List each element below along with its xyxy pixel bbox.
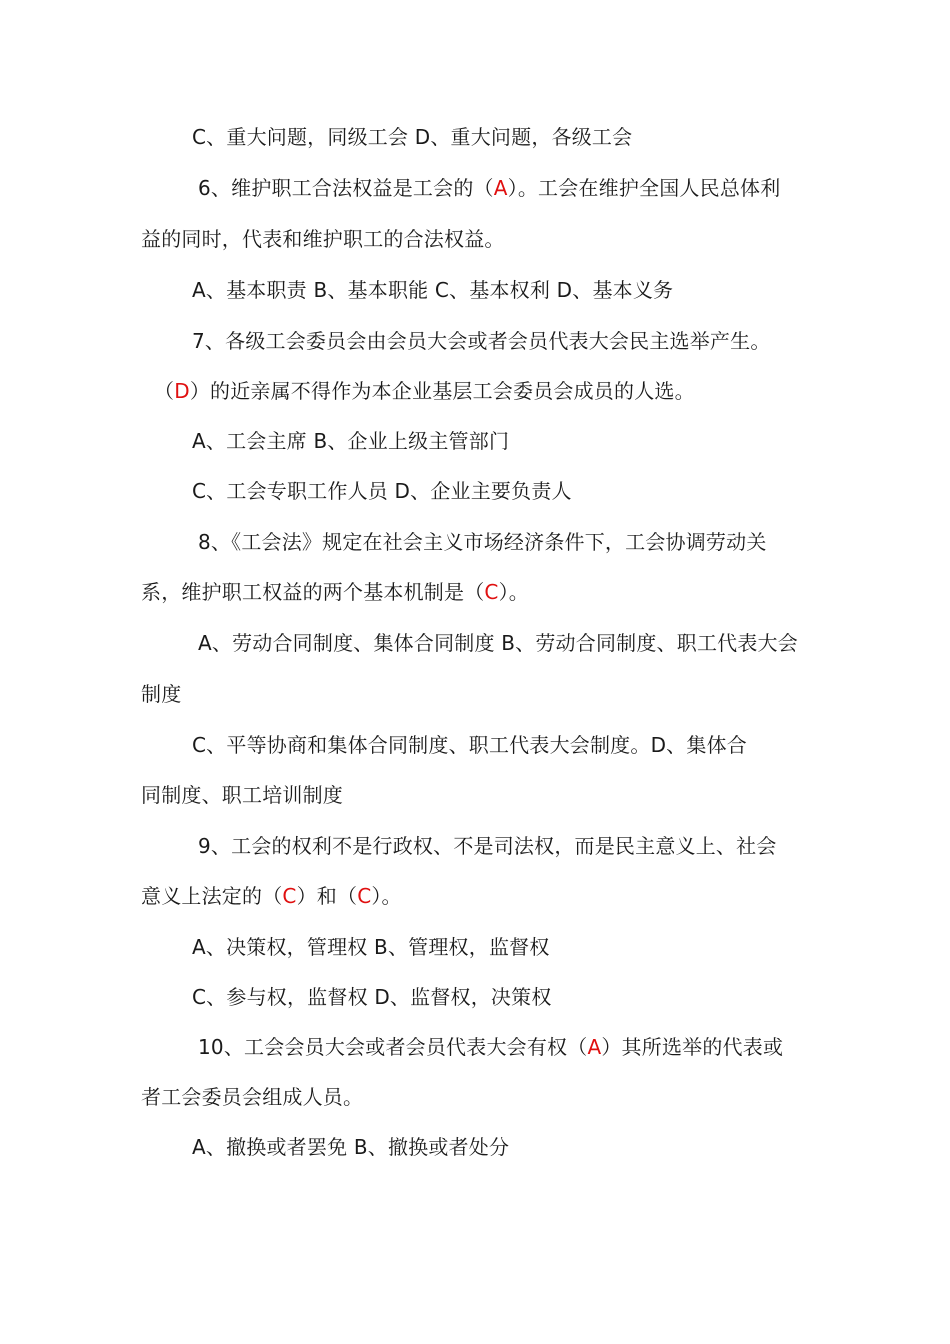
text-line	[141, 679, 181, 709]
answer-mark: C	[282, 884, 297, 908]
line-text: C、平等协商和集体合同制度、职工代表大会制度。D、集体合	[192, 733, 747, 757]
line-text: 益的同时，代表和维护职工的合法权益。	[141, 227, 505, 251]
question-8-line-2	[141, 577, 529, 607]
answer-mark: D	[174, 379, 190, 403]
question-9-line-2	[141, 881, 402, 911]
line-text: （	[154, 379, 175, 403]
text-line	[192, 122, 632, 152]
answer-mark: A	[587, 1035, 602, 1059]
line-text: A、劳动合同制度、集体合同制度 B、劳动合同制度、职工代表大会	[198, 631, 798, 655]
options-line	[192, 1132, 509, 1162]
line-text: 意义上法定的（	[141, 884, 283, 908]
answer-mark: A	[493, 176, 508, 200]
line-text: A、决策权，管理权 B、管理权，监督权	[192, 935, 550, 959]
question-6-line-1	[198, 173, 780, 203]
line-text: A、撤换或者罢免 B、撤换或者处分	[192, 1135, 510, 1159]
question-10-line-1	[198, 1032, 783, 1062]
question-8-line-1	[198, 527, 767, 557]
options-line	[192, 476, 572, 506]
options-line	[192, 275, 673, 305]
answer-mark: C	[357, 884, 372, 908]
line-text: 10、工会会员大会或者会员代表大会有权（	[198, 1035, 588, 1059]
line-text: 者工会委员会组成人员。	[141, 1085, 364, 1109]
line-text: ）。工会在维护全国人民总体利	[507, 176, 781, 200]
line-text: C、参与权，监督权 D、监督权，决策权	[192, 985, 552, 1009]
text-line	[141, 224, 505, 254]
line-text: ）和（	[296, 884, 358, 908]
line-text: 系，维护职工权益的两个基本机制是（	[141, 580, 485, 604]
line-text: 9、工会的权利不是行政权、不是司法权，而是民主意义上、社会	[198, 834, 777, 858]
text-line	[141, 780, 343, 810]
text-line	[141, 1082, 363, 1112]
line-text: ）。	[371, 884, 402, 908]
line-text: 6、维护职工合法权益是工会的（	[198, 176, 494, 200]
options-line	[198, 628, 798, 658]
line-text: A、工会主席 B、企业上级主管部门	[192, 429, 510, 453]
line-text: C、重大问题，同级工会 D、重大问题，各级工会	[192, 125, 633, 149]
line-text: C、工会专职工作人员 D、企业主要负责人	[192, 479, 572, 503]
question-7-line-2	[154, 376, 695, 406]
line-text: ）的近亲属不得作为本企业基层工会委员会成员的人选。	[189, 379, 695, 403]
line-text: ）其所选举的代表或	[601, 1035, 784, 1059]
options-line	[192, 730, 747, 760]
options-line	[192, 982, 552, 1012]
question-9-line-1	[198, 831, 777, 861]
line-text: A、基本职责 B、基本职能 C、基本权利 D、基本义务	[192, 278, 674, 302]
question-7-line-1	[192, 326, 771, 356]
line-text: 同制度、职工培训制度	[141, 783, 343, 807]
options-line	[192, 932, 550, 962]
line-text: 制度	[141, 682, 182, 706]
line-text: 7、各级工会委员会由会员大会或者会员代表大会民主选举产生。	[192, 329, 771, 353]
line-text: 8、《工会法》规定在社会主义市场经济条件下，工会协调劳动关	[198, 530, 767, 554]
options-line	[192, 426, 509, 456]
line-text: ）。	[498, 580, 529, 604]
answer-mark: C	[484, 580, 499, 604]
